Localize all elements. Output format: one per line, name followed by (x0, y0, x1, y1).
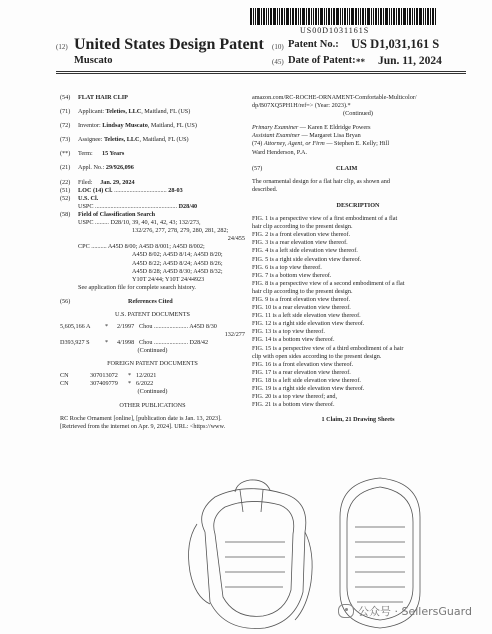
assignee-name: Teleties, LLC (103, 136, 140, 144)
barcode-bar (273, 8, 276, 25)
code-10: (10) (272, 43, 284, 51)
barcode-bar (333, 8, 335, 25)
applicant-label: Applicant: (78, 108, 105, 116)
patent-number: US D1,031,161 S (351, 37, 440, 51)
claims-summary: 1 Claim, 21 Drawing Sheets (321, 416, 395, 424)
barcode-bar (257, 8, 260, 25)
code-74: (74) (252, 140, 263, 148)
barcode-bar (261, 8, 262, 25)
barcode-bar (340, 8, 341, 25)
barcode-bar (419, 8, 422, 25)
figure-ref: FIG. 21 (252, 401, 272, 409)
description-item (252, 385, 464, 393)
us-doc-date: 2/1997 (117, 323, 135, 331)
barcode-bar (277, 8, 278, 25)
left-column (60, 94, 245, 431)
applicant-name: Teleties, LLC (105, 108, 142, 116)
uspc-search-line: 132/276, 277, 278, 279, 280, 281, 282; (132, 227, 229, 235)
document-type: United States Design Patent (74, 36, 264, 53)
figure-ref: FIG. 10 (252, 304, 272, 312)
filed-label: Filed: (78, 178, 93, 186)
description-item (252, 393, 464, 401)
barcode-bar (336, 8, 339, 25)
us-patent-docs-title: U.S. PATENT DOCUMENTS (115, 310, 190, 318)
foreign-doc-date: 6/2022 (136, 379, 154, 387)
code-73: (73) (60, 136, 71, 144)
assistant-examiner: — Margaret Lisa Bryan (299, 132, 361, 140)
barcode-bar (315, 8, 317, 25)
loc-value: 28-03 (168, 186, 183, 194)
inventor-name: Lindsay Muscato (102, 122, 148, 130)
figure-description: is a top view thereof; and, (271, 393, 338, 401)
assignee-location: , Maitland, FL (US) (139, 136, 189, 144)
barcode-bar (302, 8, 305, 25)
figure-ref: FIG. 15 (252, 344, 272, 352)
publication-url: dp/B07XQ5PH1H/ref=> (Year: 2023).* (252, 102, 351, 110)
claim-title: CLAIM (336, 164, 358, 172)
term-value: 15 Years (101, 150, 125, 158)
barcode-bar (270, 8, 272, 25)
barcode-bar (365, 8, 366, 25)
code-51: (51) (60, 186, 71, 194)
barcode-bar (416, 8, 418, 25)
description-item (252, 239, 464, 247)
figure-description: is a front elevation view thereof. (268, 295, 351, 303)
publication-url: amazon.com/RC-ROCHE-ORNAMENT-Comfortable-Multicolor/ (252, 94, 417, 101)
attorney: — Stephen E. Kelly; Hill (324, 140, 390, 148)
figure-description: hair clip according to the present design. (252, 223, 353, 231)
barcode-bar (320, 8, 323, 25)
header-divider-2 (56, 73, 466, 74)
figure-description: is a top view thereof. (268, 263, 322, 271)
figure-ref: FIG. 7 (252, 271, 269, 279)
barcode-bar (435, 8, 436, 25)
figure-ref: FIG. 2 (252, 231, 269, 239)
us-doc-class: D28/42 (189, 339, 209, 347)
figure-description: is a bottom view thereof. (268, 271, 332, 279)
figure-description: is a right side elevation view thereof. (271, 385, 365, 392)
figure-description: is a rear elevation view thereof. (271, 304, 351, 312)
barcode-bar (378, 8, 379, 25)
barcode-bar (403, 8, 406, 25)
see-application-note: See application file for complete search history. (78, 283, 196, 291)
barcode-bar (407, 8, 408, 25)
uspc-label: USPC (78, 202, 94, 210)
us-doc-row (60, 339, 245, 347)
barcode-bar (326, 8, 327, 25)
code-12: (12) (56, 43, 68, 51)
description-item (252, 272, 464, 280)
description-item (252, 353, 464, 361)
barcode-bar (398, 8, 400, 25)
references-cited-title: References Cited (128, 297, 173, 305)
claim-text: The ornamental design for a flat hair clip, as shown and (252, 177, 390, 185)
barcode-number: US00D1031161S (300, 26, 370, 35)
code-71: (71) (60, 108, 71, 116)
barcode-bar (268, 8, 269, 25)
description-item (252, 280, 464, 288)
description-item (252, 369, 464, 377)
figure-ref: FIG. 11 (252, 312, 272, 320)
figure-description: is a rear elevation view thereof. (268, 239, 348, 247)
inventor-location: , Maitland, FL (US) (147, 122, 197, 130)
barcode-bar (385, 8, 388, 25)
description-item (252, 328, 464, 336)
us-doc-dots: ...................... (153, 323, 188, 331)
us-doc-date: 4/1998 (117, 339, 135, 347)
figure-ref: FIG. 6 (252, 263, 269, 271)
barcode-bar (373, 8, 374, 25)
barcode-bar (383, 8, 384, 25)
foreign-doc-country: CN (60, 379, 69, 387)
description-item (252, 247, 464, 255)
title-text: FLAT HAIR CLIP (78, 94, 128, 101)
us-doc-number: D393,927 S (60, 339, 90, 347)
code-term: (**) (60, 150, 71, 158)
uspc-dots: ..................................................... (95, 202, 178, 210)
figure-description: is a perspective view of a second embodiment of a flat (268, 279, 405, 287)
barcode-bar (284, 8, 285, 25)
description-item (252, 288, 464, 296)
barcode-bar (430, 8, 431, 25)
description-title: DESCRIPTION (336, 201, 380, 209)
barcode-bar (263, 8, 265, 25)
figure-ref: FIG. 17 (252, 368, 272, 376)
assignee-label: Assignee: (78, 136, 103, 144)
description-item (252, 401, 464, 409)
description-item (252, 264, 464, 272)
description-item (252, 296, 464, 304)
continued-label: (Continued) (137, 387, 168, 395)
us-doc-class-2: 132/277 (224, 331, 245, 339)
barcode-bar (290, 8, 291, 25)
us-doc-class: A45D 8/30 (189, 323, 217, 331)
description-item (252, 215, 464, 223)
code-57: (57) (252, 164, 263, 172)
barcode-bar (414, 8, 415, 25)
figure-description: is a front elevation view thereof. (271, 360, 354, 368)
figure-description: is a bottom view thereof. (271, 336, 335, 344)
figure-description: is a right side elevation view thereof. (268, 255, 362, 263)
barcode-bar (331, 8, 332, 25)
header-divider (56, 71, 466, 72)
barcode-bar (255, 8, 256, 25)
patent-date: Jun. 11, 2024 (378, 55, 442, 67)
watermark (338, 603, 472, 619)
date-label: Date of Patent: (288, 55, 356, 66)
continued-label: (Continued) (343, 110, 373, 118)
code-54: (54) (60, 94, 71, 101)
appl-no-label: Appl. No.: (78, 164, 105, 172)
figure-ref: FIG. 13 (252, 328, 272, 336)
barcode-bar (423, 8, 424, 25)
foreign-doc-country: CN (60, 371, 69, 379)
figure-description: hair clip according to the present design. (252, 287, 353, 295)
description-list (252, 215, 464, 409)
continued-label: (Continued) (137, 347, 168, 355)
appl-no-value: 29/926,096 (105, 164, 134, 172)
barcode-bar (281, 8, 283, 25)
term-label: Term: (78, 150, 93, 158)
figure-description: is a perspective view of a third embodiment of a hair (271, 344, 404, 352)
code-45: (45) (272, 58, 284, 66)
figure-description: is a bottom view thereof. (271, 401, 335, 409)
barcode-bar (298, 8, 299, 25)
figure-ref: FIG. 20 (252, 393, 272, 401)
barcode-bar (342, 8, 343, 25)
barcode-bar (292, 8, 294, 25)
barcode-bar (432, 8, 434, 25)
primary-examiner: — Karen E Eldridge Powers (298, 124, 371, 132)
figure-description: is a right side elevation view thereof. (271, 320, 365, 328)
figure-description: is a rear elevation view thereof. (271, 368, 351, 376)
foreign-doc-number: 307409779 (90, 379, 118, 387)
figure-ref: FIG. 1 (252, 215, 269, 223)
barcode-bar (318, 8, 319, 25)
barcode-bar (380, 8, 382, 25)
figure-ref: FIG. 8 (252, 279, 269, 287)
figure-ref: FIG. 3 (252, 239, 269, 247)
figure-ref: FIG. 5 (252, 255, 269, 263)
barcode-bar (306, 8, 307, 25)
description-item (252, 256, 464, 264)
description-item (252, 361, 464, 369)
cpc-line: A45D 8/22; A45D 8/24; A45D 8/26; (132, 259, 223, 267)
barcode-bar (358, 8, 359, 25)
barcode-bar (391, 8, 392, 25)
foreign-doc-star: * (128, 371, 132, 379)
code-21: (21) (60, 164, 71, 172)
code-56: (56) (60, 297, 71, 305)
foreign-doc-row (60, 372, 245, 380)
barcode-bar (412, 8, 413, 25)
code-72: (72) (60, 122, 71, 130)
barcode (250, 8, 462, 25)
chat-icon (338, 604, 354, 618)
barcode-bar (425, 8, 426, 25)
figure-description: is a front elevation view thereof. (268, 231, 351, 239)
barcode-bar (311, 8, 312, 25)
barcode-bar (393, 8, 395, 25)
filed-value: Jan. 29, 2024 (100, 178, 135, 186)
field-search-label: Field of Classification Search (78, 210, 156, 218)
barcode-bar (347, 8, 348, 25)
foreign-doc-number: 307013072 (90, 371, 118, 379)
barcode-bar (324, 8, 325, 25)
assistant-examiner-label: Assistant Examiner (252, 132, 300, 140)
description-item (252, 223, 464, 231)
code-52: (52) (60, 194, 71, 202)
other-publication-text: [Retrieved from the internet on Apr. 9, 2024]. URL: <https://www. (60, 423, 226, 430)
other-publication-text: RC Roche Ornament [online], [publication date is Jan. 13, 2023]. (60, 414, 222, 422)
barcode-bar (396, 8, 397, 25)
uspc-value: D28/40 (178, 202, 198, 210)
loc-label: LOC (14) Cl. (78, 186, 113, 194)
us-doc-number: 5,605,166 A (60, 323, 91, 331)
hair-clip-perspective-figure (189, 480, 313, 629)
primary-examiner-label: Primary Examiner (252, 124, 299, 132)
barcode-bar (313, 8, 314, 25)
barcode-bar (328, 8, 330, 25)
barcode-bar (286, 8, 289, 25)
figure-description: is a perspective view of a first embodiment of a flat (268, 215, 398, 223)
foreign-patent-docs-title: FOREIGN PATENT DOCUMENTS (107, 360, 198, 368)
barcode-bar (344, 8, 346, 25)
uspc-search-line: USPC ......... D28/10, 39, 40, 41, 42, 43; 132/273, (78, 219, 201, 227)
barcode-bar (389, 8, 390, 25)
barcode-bar (427, 8, 429, 25)
patent-no-label: Patent No.: (288, 39, 339, 50)
figure-ref: FIG. 16 (252, 360, 272, 368)
barcode-bar (253, 8, 254, 25)
other-publications-title: OTHER PUBLICATIONS (119, 401, 186, 409)
figure-ref: FIG. 9 (252, 295, 269, 303)
figure-ref: FIG. 19 (252, 385, 272, 392)
figure-description: is a left side elevation view thereof. (271, 312, 361, 320)
barcode-bar (351, 8, 354, 25)
barcode-bar (355, 8, 357, 25)
barcode-bar (279, 8, 280, 25)
figure-description: is a left side elevation view thereof. (271, 376, 361, 384)
description-item (252, 345, 464, 353)
barcode-bar (367, 8, 370, 25)
figure-description: is a top view thereof. (271, 328, 325, 336)
cpc-line: A45D 8/28; A45D 8/30; A45D 8/32; (132, 267, 223, 275)
applicant-location: , Maitland, FL (US) (141, 108, 191, 116)
description-item (252, 304, 464, 312)
inventor-short: Muscato (74, 55, 113, 66)
watermark-text: 公众号 · SellersGuard (358, 605, 472, 618)
description-item (252, 231, 464, 239)
us-doc-star: * (105, 323, 109, 331)
foreign-doc-row (60, 380, 245, 388)
us-doc-name: Chou (139, 339, 153, 347)
figure-description: is a left side elevation view thereof. (268, 247, 358, 255)
date-mark: ** (356, 57, 365, 67)
barcode-bar (401, 8, 402, 25)
cpc-line: Y10T 24/44; Y10T 24/44923 (132, 275, 205, 283)
description-item (252, 336, 464, 344)
attorney-firm: Ward Henderson, P.A. (252, 148, 308, 156)
barcode-bar (250, 8, 252, 25)
figure-ref: FIG. 4 (252, 247, 269, 255)
description-item (252, 312, 464, 320)
barcode-bar (360, 8, 361, 25)
figure-ref: FIG. 12 (252, 320, 272, 328)
description-item (252, 320, 464, 328)
us-doc-name: Chou (139, 323, 153, 331)
foreign-doc-star: * (128, 379, 132, 387)
figure-ref: FIG. 14 (252, 336, 272, 344)
barcode-bar (371, 8, 372, 25)
cpc-line: CPC .......... A45D 8/00; A45D 8/001; A45D 8/002; (78, 243, 205, 251)
attorney-label: Attorney, Agent, or Firm (263, 140, 325, 148)
barcode-bar (375, 8, 377, 25)
inventor-label: Inventor: (78, 122, 101, 130)
barcode-bar (295, 8, 297, 25)
cpc-line: A45D 8/02; A45D 8/14; A45D 8/20; (132, 251, 223, 259)
uspc-search-line: 24/455 (227, 235, 245, 243)
foreign-doc-date: 12/2021 (136, 371, 157, 379)
barcode-bar (266, 8, 267, 25)
claim-text: described. (252, 185, 278, 193)
barcode-bar (362, 8, 364, 25)
barcode-bar (308, 8, 310, 25)
us-cl-label: U.S. Cl. (78, 194, 99, 202)
us-doc-star: * (105, 339, 109, 347)
figure-ref: FIG. 18 (252, 376, 272, 384)
figure-description: clip with open sides according to the present design. (252, 352, 382, 360)
description-item (252, 377, 464, 385)
code-58: (58) (60, 210, 71, 218)
code-22: (22) (60, 178, 71, 186)
right-column (252, 94, 464, 424)
barcode-bar (409, 8, 411, 25)
barcode-bar (300, 8, 301, 25)
us-doc-row (60, 323, 245, 331)
barcode-bar (349, 8, 350, 25)
us-doc-dots: ...................... (153, 339, 188, 347)
loc-dots: .................................. (114, 186, 167, 194)
